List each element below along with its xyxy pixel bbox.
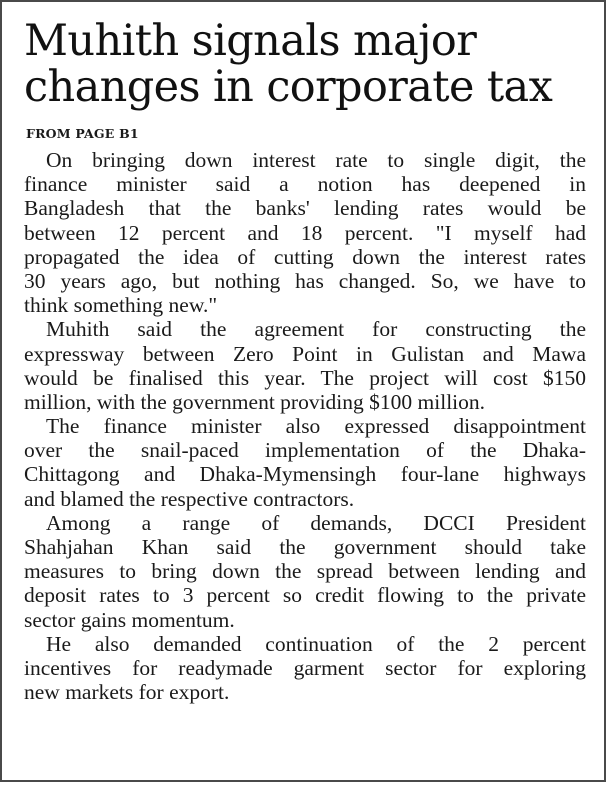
- text-line: new markets for export.: [24, 680, 230, 705]
- text-line: expressway between Zero Point in Gulistan and Mawa: [24, 341, 586, 366]
- text-line: measures to bring down the spread between lending and: [24, 559, 586, 584]
- paragraph: [24, 632, 586, 705]
- paragraph: [24, 148, 586, 317]
- text-line: million, with the government providing $100 million.: [24, 389, 486, 414]
- text-line: finance minister said a notion has deepened in: [24, 172, 586, 197]
- text-line: deposit rates to 3 percent so credit flowing to the private: [24, 583, 586, 608]
- text-line: Among a range of demands, DCCI President: [46, 510, 586, 535]
- text-line: over the snail-paced implementation of the Dhaka-: [24, 438, 586, 463]
- text-line: propagated the idea of cutting down the interest rates: [24, 244, 586, 269]
- text-line: The finance minister also expressed disappointment: [46, 414, 586, 439]
- text-line: He also demanded continuation of the 2 percent: [46, 631, 586, 656]
- text-line: would be finalised this year. The project will cost $150: [24, 365, 586, 390]
- paragraph: [24, 317, 586, 414]
- text-line: incentives for readymade garment sector for exploring: [24, 655, 586, 680]
- article-body: [24, 148, 586, 704]
- text-line: Bangladesh that the banks' lending rates would be: [24, 196, 586, 221]
- text-line: Shahjahan Khan said the government should take: [24, 535, 586, 559]
- paragraph: [24, 414, 586, 511]
- headline-line: Muhith signals major: [24, 16, 477, 66]
- headline-line: changes in corporate tax: [24, 62, 553, 112]
- text-line: think something new.": [24, 293, 218, 318]
- text-line: between 12 percent and 18 percent. "I myself had: [24, 220, 586, 245]
- text-line: On bringing down interest rate to single digit, the: [46, 148, 586, 172]
- headline: [24, 18, 594, 110]
- text-line: Chittagong and Dhaka-Mymensingh four-lane highways: [24, 462, 586, 487]
- paragraph: [24, 511, 586, 632]
- text-line: and blamed the respective contractors.: [24, 486, 355, 511]
- text-line: 30 years ago, but nothing has changed. So, we have to: [24, 268, 586, 293]
- jump-label: FROM PAGE B1: [26, 126, 139, 141]
- text-line: sector gains momentum.: [24, 607, 235, 632]
- text-line: Muhith said the agreement for constructing the: [46, 317, 586, 342]
